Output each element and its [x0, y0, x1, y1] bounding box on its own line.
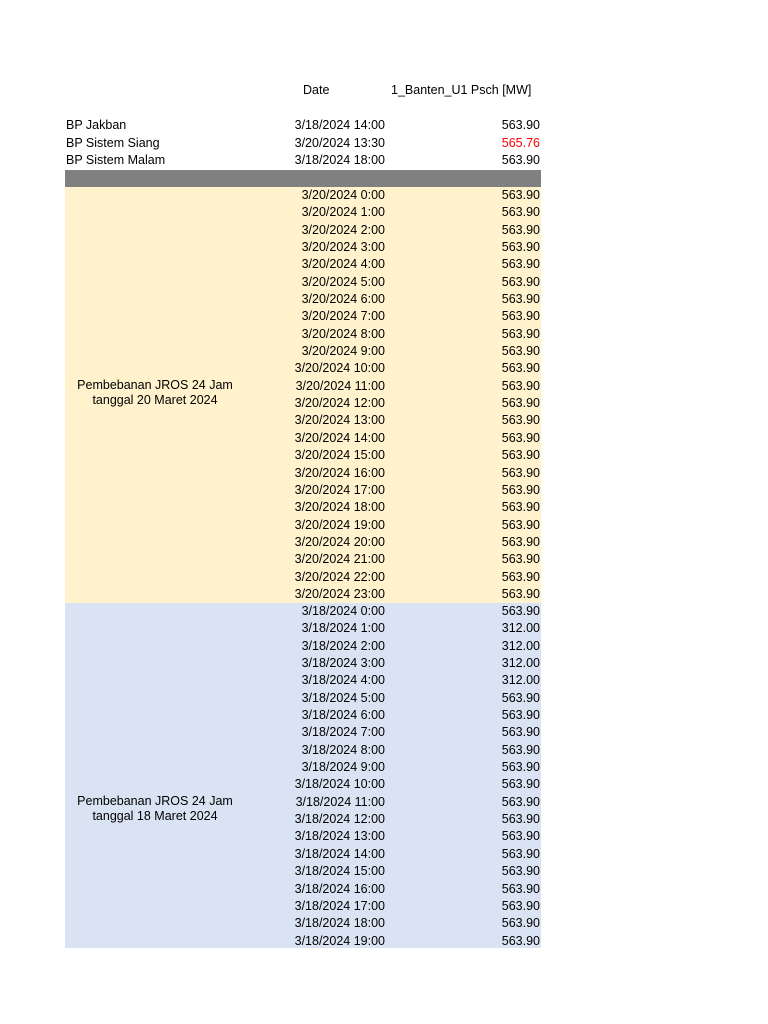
row-value: 563.90 — [501, 274, 540, 289]
row-value: 563.90 — [501, 396, 540, 411]
summary-label: BP Jakban — [66, 118, 127, 132]
table-row — [65, 308, 541, 325]
row-value: 563.90 — [501, 361, 540, 376]
row-date: 3/20/2024 13:00 — [294, 413, 385, 428]
row-date: 3/20/2024 11:00 — [295, 378, 385, 393]
row-date: 3/20/2024 1:00 — [301, 205, 385, 220]
row-value: 312.00 — [501, 656, 540, 671]
separator-bar — [65, 170, 541, 187]
table-row — [65, 430, 541, 447]
row-date: 3/20/2024 4:00 — [301, 257, 385, 272]
table-row — [65, 534, 541, 551]
row-value: 312.00 — [501, 638, 540, 653]
table-row — [65, 274, 541, 291]
row-date: 3/18/2024 5:00 — [301, 690, 385, 705]
row-date: 3/18/2024 19:00 — [294, 933, 385, 948]
table-row — [65, 395, 541, 412]
row-date: 3/20/2024 0:00 — [301, 188, 385, 202]
row-value: 563.90 — [501, 725, 540, 740]
table-row — [65, 517, 541, 534]
summary-value-highlight: 565.76 — [501, 136, 540, 150]
table-row — [65, 915, 541, 932]
row-date: 3/20/2024 15:00 — [294, 448, 385, 463]
row-date: 3/18/2024 13:00 — [294, 829, 385, 844]
row-date: 3/20/2024 7:00 — [301, 309, 385, 324]
table-row — [65, 638, 541, 655]
table-row — [65, 482, 541, 499]
row-value: 563.90 — [501, 448, 540, 463]
summary-value: 563.90 — [501, 153, 540, 167]
row-date: 3/20/2024 16:00 — [294, 465, 385, 480]
row-value: 563.90 — [501, 916, 540, 931]
table-row — [65, 933, 541, 950]
row-date: 3/20/2024 20:00 — [294, 534, 385, 549]
row-value: 312.00 — [501, 673, 540, 688]
row-value: 563.90 — [501, 292, 540, 307]
table-row — [65, 291, 541, 308]
block-rows — [65, 603, 541, 950]
summary-value: 563.90 — [501, 118, 540, 132]
row-value: 563.90 — [501, 205, 540, 220]
row-value: 563.90 — [501, 240, 540, 255]
row-date: 3/18/2024 3:00 — [301, 656, 385, 671]
row-date: 3/20/2024 14:00 — [294, 430, 385, 445]
row-date: 3/18/2024 1:00 — [301, 621, 385, 636]
date-column-header: Date — [303, 83, 330, 97]
row-value: 563.90 — [501, 829, 540, 844]
row-date: 3/20/2024 23:00 — [294, 586, 385, 601]
table-row — [65, 690, 541, 707]
summary-date: 3/18/2024 18:00 — [294, 153, 385, 167]
row-date: 3/18/2024 6:00 — [301, 708, 385, 723]
table-row — [65, 776, 541, 793]
row-value: 563.90 — [501, 846, 540, 861]
block-rows — [65, 187, 541, 603]
row-value: 563.90 — [501, 777, 540, 792]
summary-date: 3/18/2024 14:00 — [294, 118, 385, 132]
summary-row-bp-jakban — [65, 117, 541, 134]
block-caption: Pembebanan JROS 24 Jam tanggal 20 Maret 2024 — [77, 378, 233, 407]
row-value: 563.90 — [501, 742, 540, 757]
row-date: 3/20/2024 22:00 — [294, 569, 385, 584]
row-date: 3/18/2024 17:00 — [294, 898, 385, 913]
row-date: 3/18/2024 7:00 — [301, 725, 385, 740]
row-date: 3/18/2024 4:00 — [301, 673, 385, 688]
row-date: 3/18/2024 18:00 — [294, 916, 385, 931]
row-date: 3/20/2024 18:00 — [294, 500, 385, 515]
row-date: 3/18/2024 16:00 — [294, 881, 385, 896]
table-row — [65, 204, 541, 221]
row-value: 563.90 — [501, 569, 540, 584]
row-value: 563.90 — [501, 586, 540, 601]
summary-date: 3/20/2024 13:30 — [294, 136, 385, 150]
row-value: 563.90 — [501, 222, 540, 237]
table-row — [65, 586, 541, 603]
row-date: 3/20/2024 10:00 — [294, 361, 385, 376]
row-value: 563.90 — [501, 534, 540, 549]
table-row — [65, 343, 541, 360]
table-row — [65, 187, 541, 204]
table-row — [65, 222, 541, 239]
row-value: 563.90 — [501, 309, 540, 324]
row-value: 563.90 — [501, 898, 540, 913]
table-row — [65, 603, 541, 620]
table-row — [65, 898, 541, 915]
row-value: 563.90 — [501, 760, 540, 775]
row-value: 563.90 — [501, 933, 540, 948]
table-row — [65, 724, 541, 741]
row-value: 563.90 — [501, 552, 540, 567]
table-row — [65, 707, 541, 724]
row-date: 3/20/2024 5:00 — [301, 274, 385, 289]
table-row — [65, 326, 541, 343]
row-date: 3/18/2024 12:00 — [294, 812, 385, 827]
table-row — [65, 620, 541, 637]
row-value: 563.90 — [501, 517, 540, 532]
row-value: 563.90 — [501, 413, 540, 428]
table-row — [65, 378, 541, 395]
value-column-header: 1_Banten_U1 Psch [MW] — [391, 83, 532, 97]
row-date: 3/20/2024 9:00 — [301, 344, 385, 359]
row-date: 3/18/2024 11:00 — [295, 794, 385, 809]
row-value: 563.90 — [501, 881, 540, 896]
row-value: 563.90 — [501, 708, 540, 723]
row-date: 3/20/2024 12:00 — [294, 396, 385, 411]
row-value: 563.90 — [501, 690, 540, 705]
table-row — [65, 465, 541, 482]
row-date: 3/20/2024 6:00 — [301, 292, 385, 307]
row-value: 563.90 — [501, 188, 540, 202]
table-row — [65, 239, 541, 256]
table-row — [65, 846, 541, 863]
table-row — [65, 412, 541, 429]
row-value: 563.90 — [501, 604, 540, 618]
row-value: 563.90 — [501, 378, 540, 393]
table-row — [65, 499, 541, 516]
table-row — [65, 569, 541, 586]
row-date: 3/18/2024 10:00 — [294, 777, 385, 792]
row-value: 563.90 — [501, 465, 540, 480]
row-date: 3/18/2024 15:00 — [294, 864, 385, 879]
table-row — [65, 794, 541, 811]
row-date: 3/20/2024 17:00 — [294, 482, 385, 497]
summary-row-bp-sistem-malam — [65, 152, 541, 169]
block-18-maret — [65, 603, 541, 948]
row-date: 3/18/2024 8:00 — [301, 742, 385, 757]
table-row — [65, 672, 541, 689]
row-date: 3/20/2024 8:00 — [301, 326, 385, 341]
table-row — [65, 759, 541, 776]
row-value: 563.90 — [501, 812, 540, 827]
row-date: 3/20/2024 3:00 — [301, 240, 385, 255]
row-value: 563.90 — [501, 344, 540, 359]
table-row — [65, 881, 541, 898]
table-row — [65, 863, 541, 880]
table-row — [65, 360, 541, 377]
table-row — [65, 828, 541, 845]
row-value: 563.90 — [501, 864, 540, 879]
row-date: 3/18/2024 14:00 — [294, 846, 385, 861]
table-row — [65, 742, 541, 759]
summary-row-bp-sistem-siang — [65, 135, 541, 152]
summary-label: BP Sistem Siang — [66, 136, 160, 150]
row-value: 563.90 — [501, 257, 540, 272]
row-value: 563.90 — [501, 326, 540, 341]
row-value: 563.90 — [501, 794, 540, 809]
table-row — [65, 447, 541, 464]
table-row — [65, 256, 541, 273]
table-row — [65, 655, 541, 672]
row-value: 563.90 — [501, 430, 540, 445]
row-value: 563.90 — [501, 482, 540, 497]
block-20-maret — [65, 187, 541, 603]
row-date: 3/18/2024 2:00 — [301, 638, 385, 653]
block-caption: Pembebanan JROS 24 Jam tanggal 18 Maret 2024 — [77, 794, 233, 823]
row-date: 3/18/2024 9:00 — [301, 760, 385, 775]
row-value: 312.00 — [501, 621, 540, 636]
table-row — [65, 811, 541, 828]
row-date: 3/20/2024 21:00 — [294, 552, 385, 567]
row-value: 563.90 — [501, 500, 540, 515]
row-date: 3/20/2024 2:00 — [301, 222, 385, 237]
summary-label: BP Sistem Malam — [66, 153, 166, 167]
row-date: 3/20/2024 19:00 — [294, 517, 385, 532]
row-date: 3/18/2024 0:00 — [301, 604, 385, 618]
table-row — [65, 551, 541, 568]
